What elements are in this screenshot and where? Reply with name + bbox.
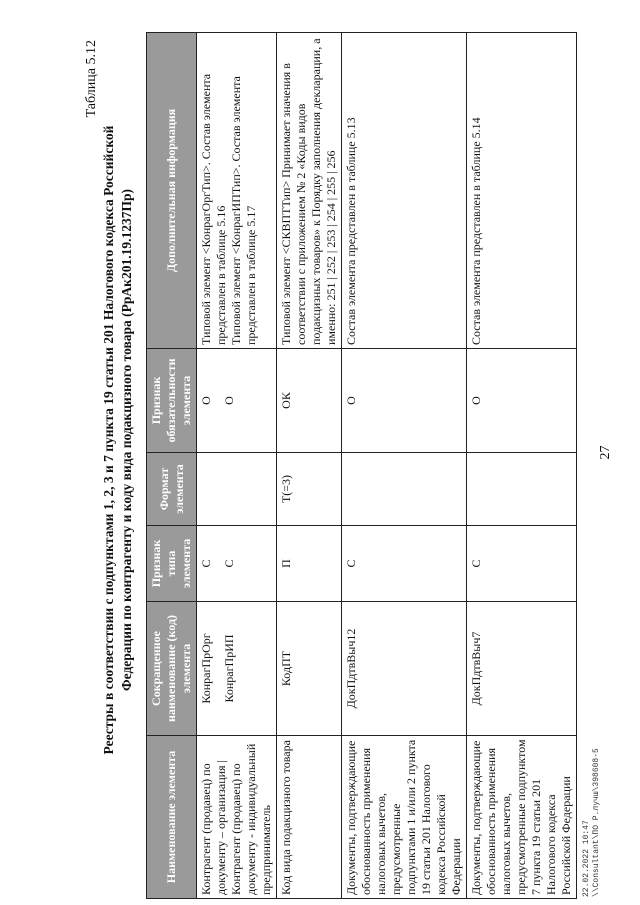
registry-table: [146, 32, 577, 899]
cell-code: КодПТ: [277, 602, 342, 736]
cell-required: ОК: [277, 349, 342, 453]
cell-element-name: [197, 736, 277, 899]
header-required-flag: Признак обязательности элемента: [147, 349, 197, 453]
cell-additional-info: Состав элемента представлен в таблице 5.14: [467, 33, 577, 349]
cell-text: О: [222, 396, 236, 405]
table-label: Таблица 5.12: [84, 40, 99, 118]
header-element-name: Наименование элемента: [147, 736, 197, 899]
table-header-row: [147, 33, 197, 899]
cell-text: КонрагПрИП: [222, 634, 236, 703]
cell-additional-info: [197, 33, 277, 349]
table-row: [277, 33, 342, 899]
cell-required: О: [467, 349, 577, 453]
cell-additional-info: Состав элемента представлен в таблице 5.13: [342, 33, 467, 349]
cell-element-name: Документы, подтверждающие обоснованность применения налоговых вычетов, предусмотренные подпунктом 7 пункта 19 статьи 201 Налогового кодекса Российской Федерации: [467, 736, 577, 899]
cell-format: [467, 453, 577, 526]
cell-text: Контрагент (продавец) по документу - индивидуальный предприниматель: [229, 743, 273, 895]
footer-timestamp: 22.02.2022 10:47: [582, 820, 591, 897]
cell-code: [197, 602, 277, 736]
header-type-flag: Признак типа элемента: [147, 526, 197, 602]
cell-text: О: [199, 396, 213, 405]
cell-element-name: Код вида подакцизного товара: [277, 736, 342, 899]
cell-text: Контрагент (продавец) по документу – организация |: [199, 760, 228, 895]
page-number: 27: [598, 445, 613, 460]
cell-text: С: [222, 559, 236, 568]
cell-additional-info: Типовой элемент <СКВПТТип> Принимает значения в соответствии с приложением № 2 «Коды видов подакцизных товаров» к Порядку заполнения декларации, а именно: 251 | 252 | 253 | 254 | 255 | 256: [277, 33, 342, 349]
footer-stamp: [582, 748, 602, 897]
cell-element-name: Документы, подтверждающие обоснованность применения налоговых вычетов, предусмотренные подпунктами 1 и/или 2 пункта 19 статьи 201 Налогового кодекса Российской Федерации: [342, 736, 467, 899]
cell-format: [342, 453, 467, 526]
cell-type: С: [342, 526, 467, 602]
cell-format: T(=3): [277, 453, 342, 526]
cell-text: Типовой элемент <КонрагОргТип>. Состав элемента представлен в таблице 5.16: [199, 73, 228, 345]
cell-text: Типовой элемент <КонрагИПТип>. Состав элемента представлен в таблице 5.17: [229, 76, 258, 345]
cell-text: С: [199, 559, 213, 568]
cell-format: [197, 453, 277, 526]
document-title: Реестры в соответствии с подпунктами 1, 2, 3 и 7 пункта 19 статьи 201 Налогового кодекса Российской Федерации по контрагенту и коду вида подакцизного товара (РрАк201.19.1237Пр): [101, 125, 134, 755]
cell-text: КонрагПрОрг: [199, 633, 213, 704]
footer-path: \\Consultant\ПО Р.лучш\398608-5: [592, 748, 601, 897]
cell-type: С: [467, 526, 577, 602]
cell-required: О: [342, 349, 467, 453]
table-row: [197, 33, 277, 899]
cell-required: [197, 349, 277, 453]
cell-type: П: [277, 526, 342, 602]
cell-code: ДокПдтвВыч12: [342, 602, 467, 736]
header-format: Формат элемента: [147, 453, 197, 526]
header-additional-info: Дополнительная информация: [147, 33, 197, 349]
cell-code: ДокПдтвВыч7: [467, 602, 577, 736]
table-row: [467, 33, 577, 899]
header-short-code: Сокращенное наименование (код) элемента: [147, 602, 197, 736]
table-row: [342, 33, 467, 899]
cell-type: [197, 526, 277, 602]
